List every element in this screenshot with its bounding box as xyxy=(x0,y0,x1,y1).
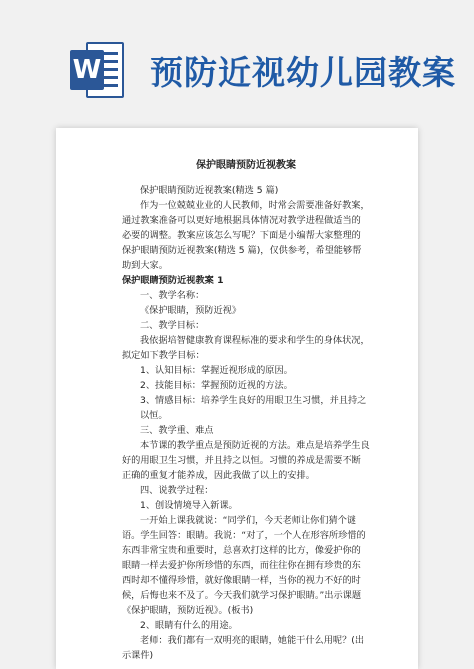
paragraph: 四、说教学过程： xyxy=(140,485,214,496)
banner xyxy=(0,0,474,120)
section-heading: 保护眼睛预防近视教案 1 xyxy=(122,275,224,286)
document-content xyxy=(122,128,370,663)
paragraph: 本节课的教学重点是预防近视的方法。难点是培养学生良好的用眼卫生习惯，并且持之以恒。习惯的养成是需要不断正确的重复才能养成，因此我做了以上的安排。 xyxy=(122,440,370,481)
document-title: 保护眼睛预防近视教案 xyxy=(196,160,296,171)
banner-title: 预防近视幼儿园教案 xyxy=(150,53,456,92)
paragraph: 作为一位兢兢业业的人民教师，时常会需要准备好教案，通过教案准备可以更好地根据具体情况对教学进程做适当的必要的调整。教案应该怎么写呢？下面是小编帮大家整理的保护眼睛预防近视教案(精选 5 篇)，仅供参考，希望能够帮助到大家。 xyxy=(122,200,370,271)
paragraph: 2、技能目标：掌握预防近视的方法。 xyxy=(140,380,293,391)
paragraph: 2、眼睛有什么的用途。 xyxy=(140,620,238,631)
document-page xyxy=(56,128,418,669)
paragraph: 二、教学目标： xyxy=(140,320,205,331)
paragraph: 我依据培智健康教育课程标准的要求和学生的身体状况，拟定如下教学目标： xyxy=(122,335,370,361)
paragraph: 1、认知目标：掌握近视形成的原因。 xyxy=(140,365,293,376)
paragraph: 《保护眼睛，预防近视》 xyxy=(140,305,242,316)
word-document-icon xyxy=(70,40,126,100)
paragraph: 一开始上课我就说：“同学们，今天老师让你们猜个谜语。学生回答：眼睛。我说：“对了，一个人在形容所珍惜的东西非常宝贵和重要时，总喜欢打这样的比方，像爱护你的眼睛一样去爱护你所珍惜的东西，而往往你在拥有珍贵的东西时却不懂得珍惜，就好像眼睛一样，当你的视力不好的时候，后悔也来不及了。今天我们就学习保护眼睛。”出示课题《保护眼睛，预防近视》。(板书) xyxy=(122,515,366,616)
paragraph: 3、情感目标：培养学生良好的用眼卫生习惯，并且持之以恒。 xyxy=(140,395,367,421)
paragraph: 三、教学重、难点 xyxy=(140,425,214,436)
paragraph: 一、教学名称： xyxy=(140,290,205,301)
paragraph: 老师：我们都有一双明亮的眼睛，她能干什么用呢？(出示课件) xyxy=(122,635,365,661)
paragraph: 保护眼睛预防近视教案(精选 5 篇) xyxy=(140,185,279,196)
document-body xyxy=(122,183,370,663)
paragraph: 1、创设情境导入新课。 xyxy=(140,500,238,511)
word-icon-letter: W xyxy=(70,50,104,90)
